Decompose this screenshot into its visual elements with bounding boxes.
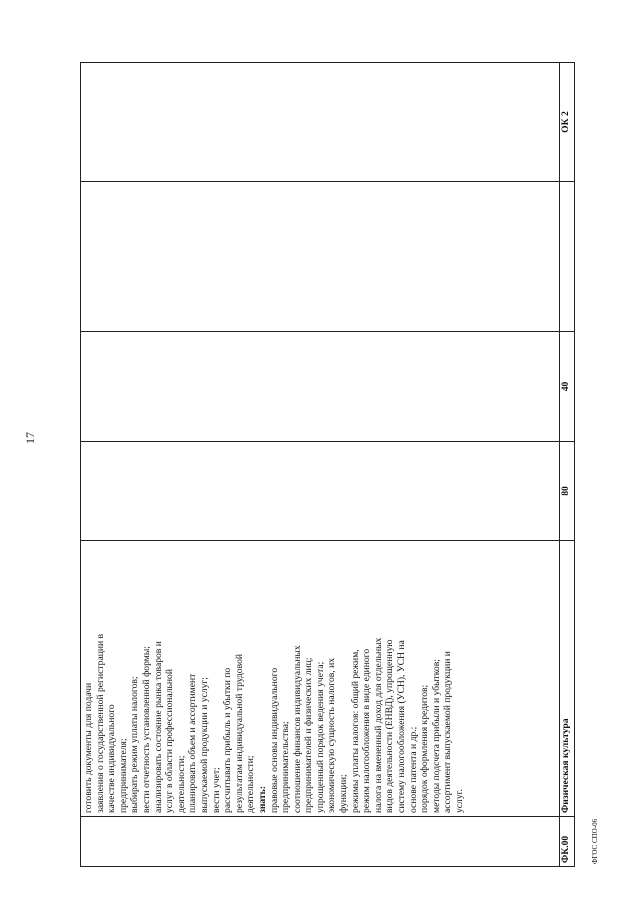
cell-code: ФК.00 — [560, 817, 575, 867]
description-line: вести отчетность установленной формы; — [140, 646, 152, 813]
cell-competence: ОК 2 — [560, 63, 575, 182]
description-line: знать: — [256, 786, 268, 813]
description-line: налога на вмененный доход для отдельных — [372, 637, 384, 813]
description-line: заявления о государственной регистрации в — [94, 633, 106, 813]
curriculum-table — [80, 62, 575, 867]
cell-description — [81, 541, 560, 817]
description-line: режим налогообложения в виде единого — [361, 648, 373, 813]
cell-max-load-empty — [81, 442, 560, 541]
description-line: предпринимателей и физических лиц; — [303, 657, 315, 813]
description-line: функции; — [338, 774, 350, 813]
cell-code-empty — [81, 817, 560, 867]
rotated-table-container — [80, 62, 573, 867]
description-line: видов деятельности (ЕНВД), упрощенную — [384, 639, 396, 813]
description-line: соотношение финансов индивидуальных — [291, 645, 303, 813]
description-line: вести учет; — [210, 767, 222, 813]
description-line: услуг. — [454, 789, 465, 813]
cell-mandatory-load-empty — [81, 332, 560, 442]
page-number: 17 — [23, 432, 37, 444]
description-line: выбирать режим уплаты налогов; — [129, 676, 141, 813]
description-line: услуг в области профессиональной — [164, 669, 176, 813]
description-line: готовить документы для подачи — [83, 682, 94, 813]
description-text — [81, 544, 466, 813]
description-line: деятельности; — [245, 755, 257, 813]
cell-max-load: 80 — [560, 442, 575, 541]
description-line: рассчитывать прибыль и убытки по — [222, 667, 234, 813]
description-line: анализировать состояние рынка товаров и — [152, 641, 164, 813]
description-line: предпринимательства; — [280, 721, 292, 813]
table-row-description — [81, 63, 560, 867]
description-line: упрощенный порядок ведения учета; — [314, 661, 326, 813]
description-line: методы подсчета прибыли и убытков; — [430, 659, 442, 813]
description-line: экономическую сущность налогов, их — [326, 657, 338, 813]
cell-discipline-name: Физическая культура — [560, 541, 575, 817]
description-line: качестве индивидуального — [106, 704, 118, 813]
description-line: основе патента и др.; — [407, 726, 419, 813]
description-line: предпринимателя; — [117, 738, 129, 813]
description-line: систему налогообложения (УСН), УСН на — [396, 640, 408, 813]
description-line: правовые основы индивидуального — [268, 667, 280, 813]
description-line: ассортимент выпускаемой продукции и — [442, 651, 454, 813]
cell-competence-empty — [81, 63, 560, 182]
description-line: режимы уплаты налогов: общий режим, — [349, 649, 361, 813]
table-row-physical-culture — [560, 63, 575, 867]
description-line: деятельности; — [175, 755, 187, 813]
cell-col5-empty — [81, 182, 560, 332]
description-line: выпускаемой продукции и услуг; — [198, 677, 210, 813]
footer-mark: ФГОС СПО-06 — [591, 818, 599, 864]
description-line: планировать объем и ассортимент — [187, 673, 199, 813]
description-line: результатам индивидуальной трудовой — [233, 653, 245, 813]
cell-col5 — [560, 182, 575, 332]
description-line: порядок оформления кредитов; — [419, 684, 431, 813]
cell-mandatory-load: 40 — [560, 332, 575, 442]
